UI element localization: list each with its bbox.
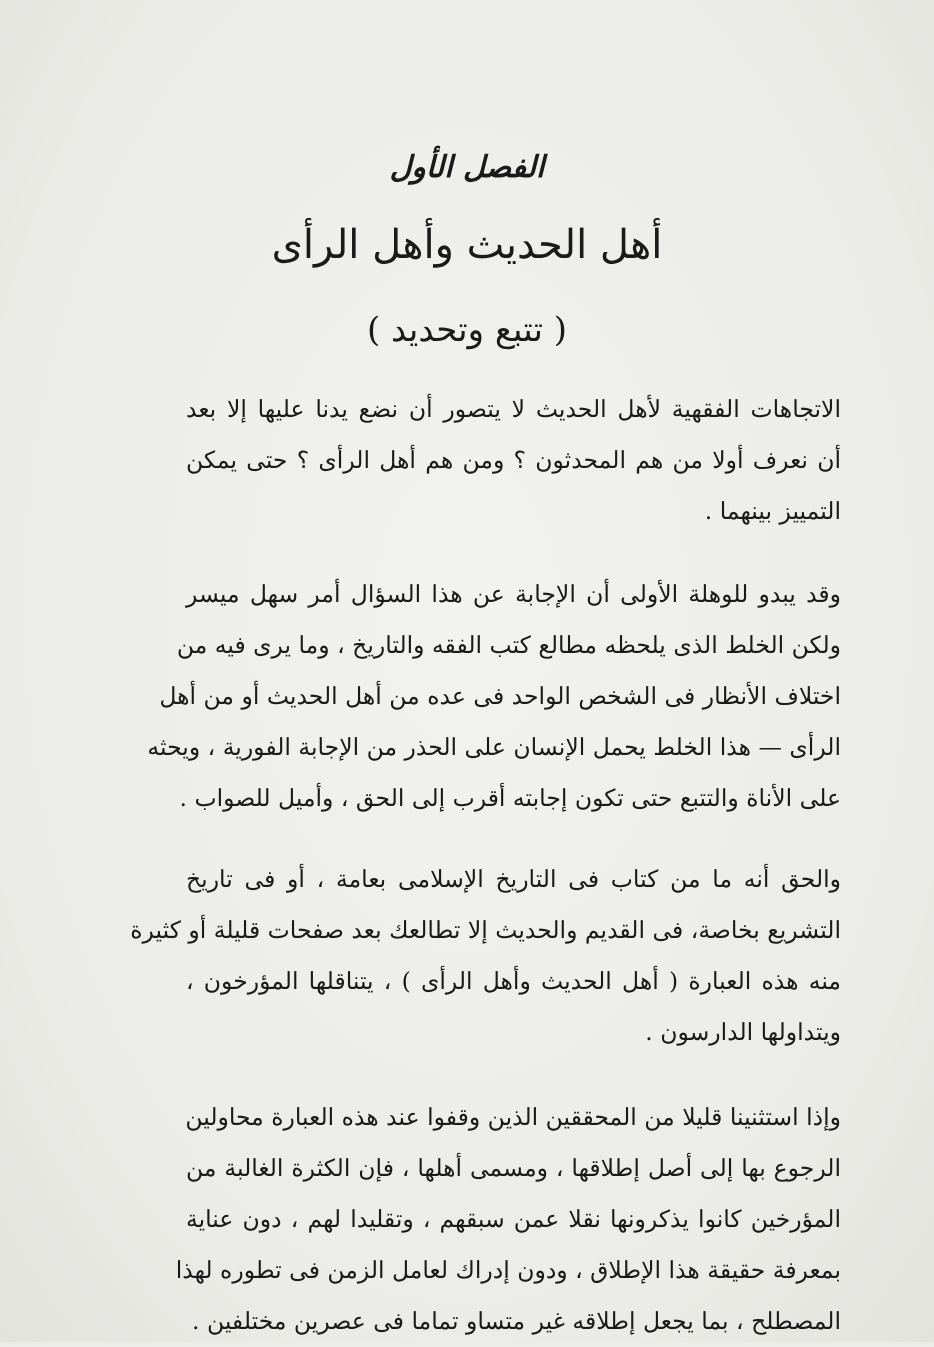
text-line: بمعرفة حقيقة هذا الإطلاق ، ودون إدراك لعامل الزمن فى تطوره لهذا xyxy=(175,1256,841,1284)
body-text xyxy=(130,384,841,1347)
text-line: اختلاف الأنظار فى الشخص الواحد فى عده من أهل الحديث أو من أهل xyxy=(159,682,841,710)
chapter-label: الفصل الأول xyxy=(389,150,545,185)
text-line: المؤرخين كانوا يذكرونها نقلا عمن سبقهم ، وتقليدا لهم ، دون عناية xyxy=(186,1205,841,1233)
text-line: والحق أنه ما من كتاب فى التاريخ الإسلامى بعامة ، أو فى تاريخ xyxy=(186,865,841,893)
paragraph-2 xyxy=(147,569,841,824)
text-line: وقد يبدو للوهلة الأولى أن الإجابة عن هذا السؤال أمر سهل ميسر xyxy=(186,580,841,608)
text-line: المصطلح ، بما يجعل إطلاقه غير متساو تماما فى عصرين مختلفين . xyxy=(192,1307,841,1335)
text-line: الرجوع بها إلى أصل إطلاقها ، ومسمى أهلها ، فإن الكثرة الغالبة من xyxy=(186,1154,841,1182)
text-line: على الأناة والتتبع حتى تكون إجابته أقرب إلى الحق ، وأميل للصواب . xyxy=(179,784,841,812)
text-line: أن نعرف أولا من هم المحدثون ؟ ومن هم أهل الرأى ؟ حتى يمكن xyxy=(186,446,841,474)
text-line: التشريع بخاصة، فى القديم والحديث إلا تطالعك بعد صفحات قليلة أو كثيرة xyxy=(130,916,841,944)
text-line: ويتداولها الدارسون . xyxy=(645,1018,841,1046)
paragraph-4 xyxy=(175,1092,841,1347)
text-line: وإذا استثنينا قليلا من المحققين الذين وقفوا عند هذه العبارة محاولين xyxy=(185,1103,841,1131)
paragraph-1 xyxy=(186,384,841,537)
chapter-subtitle: ( تتبع وتحديد ) xyxy=(366,310,567,350)
text-line: منه هذه العبارة ( أهل الحديث وأهل الرأى ) ، يتناقلها المؤرخون ، xyxy=(186,967,841,995)
text-line: الاتجاهات الفقهية لأهل الحديث لا يتصور أن نضع يدنا عليها إلا بعد xyxy=(186,395,841,423)
paragraph-3 xyxy=(130,854,841,1058)
text-line: التمييز بينهما . xyxy=(704,497,841,525)
text-line: الرأى — هذا الخلط يحمل الإنسان على الحذر من الإجابة الفورية ، ويحثه xyxy=(147,733,841,761)
text-line: ولكن الخلط الذى يلحظه مطالع كتب الفقه والتاريخ ، وما يرى فيه من xyxy=(176,631,841,659)
chapter-title: أهل الحديث وأهل الرأى xyxy=(271,222,663,268)
